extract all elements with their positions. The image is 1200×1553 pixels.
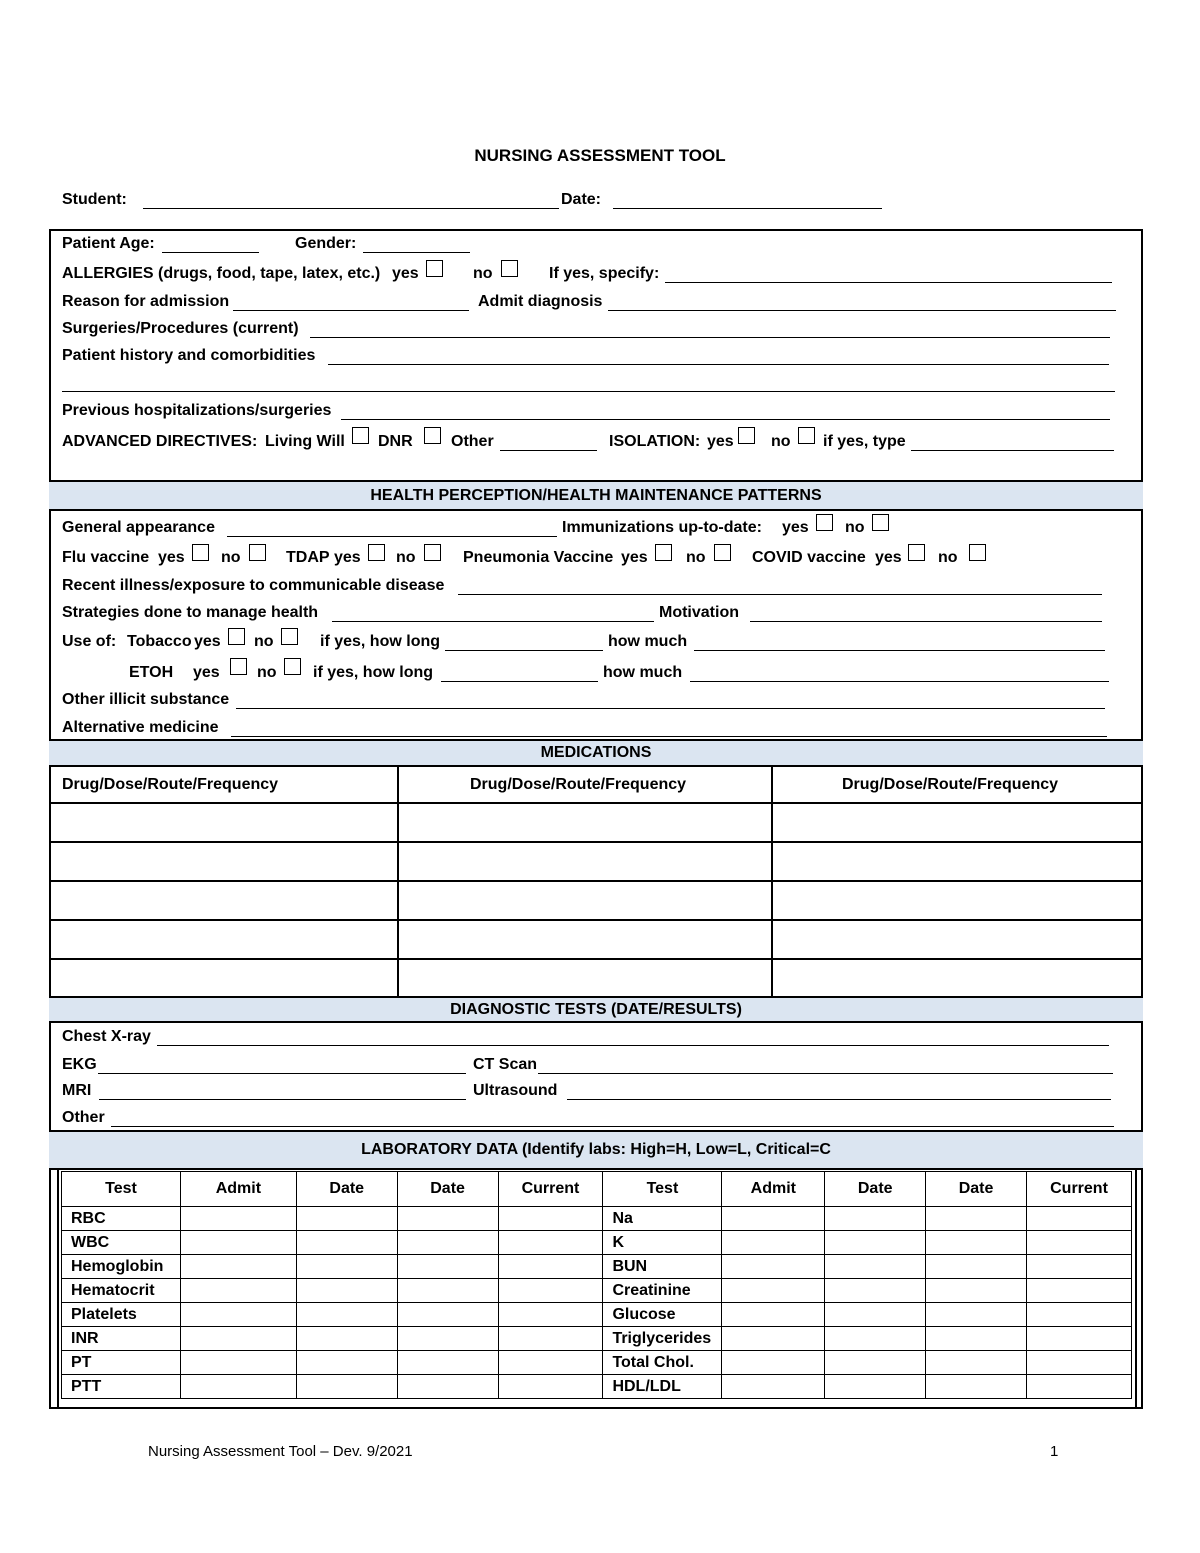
lab-value-cell[interactable] <box>498 1327 603 1351</box>
table-row <box>62 1255 1132 1279</box>
isolation-label: ISOLATION: <box>609 433 701 450</box>
flu-no-label: no <box>221 549 241 566</box>
ultrasound-field[interactable] <box>567 1099 1111 1100</box>
lab-value-cell[interactable] <box>926 1351 1027 1375</box>
reason-admission-label: Reason for admission <box>62 293 230 310</box>
lab-col-header: Test <box>62 1172 181 1207</box>
lab-value-cell[interactable] <box>825 1351 926 1375</box>
ct-scan-label: CT Scan <box>473 1056 538 1073</box>
lab-value-cell[interactable] <box>397 1375 498 1399</box>
lab-value-cell[interactable] <box>296 1231 397 1255</box>
mri-field[interactable] <box>99 1099 466 1100</box>
allergies-yes-checkbox[interactable] <box>426 260 443 277</box>
lab-value-cell[interactable] <box>180 1255 296 1279</box>
lab-table <box>61 1171 1132 1399</box>
etoh-yes-checkbox[interactable] <box>230 658 247 675</box>
lab-col-header: Date <box>926 1172 1027 1207</box>
lab-value-cell[interactable] <box>498 1303 603 1327</box>
lab-value-cell[interactable] <box>722 1327 825 1351</box>
allergies-no-label: no <box>473 265 493 282</box>
lab-test-name: Creatinine <box>603 1279 722 1303</box>
etoh-no-label: no <box>257 664 277 681</box>
lab-value-cell[interactable] <box>825 1375 926 1399</box>
lab-col-header: Test <box>603 1172 722 1207</box>
tdap-no-checkbox[interactable] <box>424 544 441 561</box>
allergies-yes-label: yes <box>392 265 419 282</box>
lab-value-cell[interactable] <box>397 1351 498 1375</box>
lab-value-cell[interactable] <box>722 1375 825 1399</box>
history-field[interactable] <box>328 364 1109 365</box>
patient-age-field[interactable] <box>162 252 259 253</box>
advanced-directives-label: ADVANCED DIRECTIVES: <box>62 433 258 450</box>
immunizations-yes-label: yes <box>782 519 809 536</box>
table-row <box>62 1279 1132 1303</box>
motivation-field[interactable] <box>750 621 1102 622</box>
surgeries-label: Surgeries/Procedures (current) <box>62 320 299 337</box>
lab-value-cell[interactable] <box>498 1375 603 1399</box>
med-row-line <box>49 802 1143 804</box>
footer-text: Nursing Assessment Tool – Dev. 9/2021 <box>148 1443 413 1460</box>
lab-value-cell[interactable] <box>1027 1327 1132 1351</box>
pneumonia-yes-label: yes <box>621 549 648 566</box>
flu-yes-label: yes <box>158 549 185 566</box>
alt-medicine-field[interactable] <box>231 736 1107 737</box>
recent-illness-field[interactable] <box>458 594 1102 595</box>
lab-value-cell[interactable] <box>397 1231 498 1255</box>
lab-value-cell[interactable] <box>722 1255 825 1279</box>
gender-field[interactable] <box>363 252 470 253</box>
isolation-type-label: if yes, type <box>823 433 906 450</box>
living-will-checkbox[interactable] <box>352 427 369 444</box>
lab-value-cell[interactable] <box>825 1207 926 1231</box>
lab-value-cell[interactable] <box>825 1279 926 1303</box>
immunizations-label: Immunizations up-to-date: <box>562 519 762 536</box>
covid-no-checkbox[interactable] <box>969 544 986 561</box>
other-directive-field[interactable] <box>500 450 597 451</box>
allergies-label: ALLERGIES (drugs, food, tape, latex, etc.) <box>62 265 381 282</box>
med-col-1-header: Drug/Dose/Route/Frequency <box>62 776 279 793</box>
lab-value-cell[interactable] <box>397 1255 498 1279</box>
lab-test-name: BUN <box>603 1255 722 1279</box>
strategies-field[interactable] <box>332 621 654 622</box>
use-of-label: Use of: <box>62 633 117 650</box>
tobacco-how-long-label: if yes, how long <box>320 633 441 650</box>
lab-header: LABORATORY DATA (Identify labs: High=H, Low=L, Critical=C <box>49 1130 1143 1170</box>
etoh-how-much-field[interactable] <box>690 681 1109 682</box>
lab-value-cell[interactable] <box>180 1375 296 1399</box>
table-row <box>62 1207 1132 1231</box>
general-appearance-field[interactable] <box>227 536 557 537</box>
lab-col-header: Current <box>498 1172 603 1207</box>
flu-no-checkbox[interactable] <box>249 544 266 561</box>
date-field[interactable] <box>613 208 882 209</box>
pneumonia-yes-checkbox[interactable] <box>655 544 672 561</box>
lab-value-cell[interactable] <box>1027 1375 1132 1399</box>
surgeries-field[interactable] <box>310 337 1110 338</box>
living-will-label: Living Will <box>265 433 345 450</box>
isolation-no-checkbox[interactable] <box>798 427 815 444</box>
health-perception-header: HEALTH PERCEPTION/HEALTH MAINTENANCE PATTERNS <box>49 480 1143 511</box>
ekg-field[interactable] <box>98 1073 466 1074</box>
immunizations-no-checkbox[interactable] <box>872 514 889 531</box>
lab-value-cell[interactable] <box>926 1375 1027 1399</box>
lab-test-name: WBC <box>62 1231 181 1255</box>
lab-col-header: Date <box>825 1172 926 1207</box>
lab-test-name: PT <box>62 1351 181 1375</box>
lab-test-name: K <box>603 1231 722 1255</box>
ekg-label: EKG <box>62 1056 97 1073</box>
lab-value-cell[interactable] <box>498 1231 603 1255</box>
med-col-2-header: Drug/Dose/Route/Frequency <box>470 776 687 793</box>
strategies-label: Strategies done to manage health <box>62 604 319 621</box>
lab-value-cell[interactable] <box>825 1231 926 1255</box>
history-label: Patient history and comorbidities <box>62 347 316 364</box>
lab-value-cell[interactable] <box>296 1351 397 1375</box>
lab-value-cell[interactable] <box>180 1327 296 1351</box>
etoh-how-much-label: how much <box>603 664 683 681</box>
page-number: 1 <box>1050 1443 1059 1460</box>
lab-value-cell[interactable] <box>722 1279 825 1303</box>
isolation-type-field[interactable] <box>911 450 1114 451</box>
lab-value-cell[interactable] <box>397 1327 498 1351</box>
history-field-line-2[interactable] <box>62 391 1115 392</box>
lab-value-cell[interactable] <box>498 1207 603 1231</box>
lab-col-header: Current <box>1027 1172 1132 1207</box>
allergies-no-checkbox[interactable] <box>501 260 518 277</box>
other-illicit-label: Other illicit substance <box>62 691 230 708</box>
ultrasound-label: Ultrasound <box>473 1082 558 1099</box>
lab-test-name: Triglycerides <box>603 1327 722 1351</box>
pneumonia-no-checkbox[interactable] <box>714 544 731 561</box>
ct-scan-field[interactable] <box>538 1073 1113 1074</box>
other-directive-label: Other <box>451 433 494 450</box>
lab-inner-border-left <box>57 1168 59 1408</box>
flu-yes-checkbox[interactable] <box>192 544 209 561</box>
lab-value-cell[interactable] <box>722 1231 825 1255</box>
mri-label: MRI <box>62 1082 92 1099</box>
lab-test-name: Total Chol. <box>603 1351 722 1375</box>
medications-header: MEDICATIONS <box>49 739 1143 767</box>
other-illicit-field[interactable] <box>236 708 1105 709</box>
lab-test-name: HDL/LDL <box>603 1375 722 1399</box>
tobacco-yes-checkbox[interactable] <box>228 628 245 645</box>
lab-test-name: PTT <box>62 1375 181 1399</box>
allergies-specify-field[interactable] <box>665 282 1112 283</box>
tobacco-how-much-label: how much <box>608 633 688 650</box>
isolation-no-label: no <box>771 433 791 450</box>
etoh-how-long-label: if yes, how long <box>313 664 434 681</box>
med-col-3-header: Drug/Dose/Route/Frequency <box>842 776 1059 793</box>
lab-value-cell[interactable] <box>397 1207 498 1231</box>
lab-value-cell[interactable] <box>926 1327 1027 1351</box>
tobacco-yes-label: yes <box>194 633 221 650</box>
med-row-line <box>49 880 1143 882</box>
lab-value-cell[interactable] <box>825 1303 926 1327</box>
lab-header-row <box>62 1172 1132 1207</box>
etoh-no-checkbox[interactable] <box>284 658 301 675</box>
chest-xray-label: Chest X-ray <box>62 1028 151 1045</box>
table-row <box>62 1327 1132 1351</box>
lab-value-cell[interactable] <box>296 1375 397 1399</box>
lab-col-header: Date <box>397 1172 498 1207</box>
tdap-label: TDAP <box>286 549 330 566</box>
lab-value-cell[interactable] <box>180 1207 296 1231</box>
patient-age-label: Patient Age: <box>62 235 155 252</box>
motivation-label: Motivation <box>659 604 739 621</box>
lab-test-name: Hematocrit <box>62 1279 181 1303</box>
covid-label: COVID vaccine <box>752 549 866 566</box>
tobacco-no-checkbox[interactable] <box>281 628 298 645</box>
student-label: Student: <box>62 191 127 208</box>
date-label: Date: <box>561 191 602 208</box>
student-field[interactable] <box>143 208 559 209</box>
etoh-yes-label: yes <box>193 664 220 681</box>
lab-value-cell[interactable] <box>1027 1279 1132 1303</box>
lab-value-cell[interactable] <box>397 1279 498 1303</box>
lab-col-header: Admit <box>180 1172 296 1207</box>
prev-hosp-label: Previous hospitalizations/surgeries <box>62 402 332 419</box>
immunizations-yes-checkbox[interactable] <box>816 514 833 531</box>
form-title: NURSING ASSESSMENT TOOL <box>474 146 726 165</box>
table-row <box>62 1231 1132 1255</box>
lab-value-cell[interactable] <box>498 1255 603 1279</box>
immunizations-no-label: no <box>845 519 865 536</box>
table-row <box>62 1351 1132 1375</box>
dnr-label: DNR <box>378 433 413 450</box>
lab-test-name: RBC <box>62 1207 181 1231</box>
med-row-line <box>49 919 1143 921</box>
lab-value-cell[interactable] <box>296 1207 397 1231</box>
lab-value-cell[interactable] <box>825 1255 926 1279</box>
flu-vaccine-label: Flu vaccine <box>62 549 150 566</box>
lab-value-cell[interactable] <box>722 1351 825 1375</box>
isolation-yes-checkbox[interactable] <box>738 427 755 444</box>
lab-value-cell[interactable] <box>1027 1255 1132 1279</box>
lab-value-cell[interactable] <box>926 1279 1027 1303</box>
etoh-how-long-field[interactable] <box>441 681 598 682</box>
admit-diagnosis-label: Admit diagnosis <box>478 293 603 310</box>
med-row-line <box>49 958 1143 960</box>
lab-value-cell[interactable] <box>722 1303 825 1327</box>
lab-value-cell[interactable] <box>498 1279 603 1303</box>
lab-test-name: INR <box>62 1327 181 1351</box>
lab-test-name: Platelets <box>62 1303 181 1327</box>
tobacco-how-much-field[interactable] <box>694 650 1105 651</box>
dnr-checkbox[interactable] <box>424 427 441 444</box>
lab-value-cell[interactable] <box>296 1255 397 1279</box>
lab-value-cell[interactable] <box>180 1351 296 1375</box>
etoh-label: ETOH <box>129 664 174 681</box>
lab-value-cell[interactable] <box>722 1207 825 1231</box>
diagnostics-header: DIAGNOSTIC TESTS (DATE/RESULTS) <box>49 996 1143 1023</box>
alt-medicine-label: Alternative medicine <box>62 719 219 736</box>
med-row-line <box>49 841 1143 843</box>
lab-value-cell[interactable] <box>180 1279 296 1303</box>
other-diagnostic-field[interactable] <box>111 1126 1114 1127</box>
lab-value-cell[interactable] <box>180 1231 296 1255</box>
lab-value-cell[interactable] <box>926 1231 1027 1255</box>
lab-inner-border-right <box>1135 1168 1137 1408</box>
lab-col-header: Admit <box>722 1172 825 1207</box>
recent-illness-label: Recent illness/exposure to communicable disease <box>62 577 445 594</box>
other-diagnostic-label: Other <box>62 1109 105 1126</box>
lab-test-name: Glucose <box>603 1303 722 1327</box>
lab-value-cell[interactable] <box>926 1303 1027 1327</box>
admit-diagnosis-field[interactable] <box>608 310 1116 311</box>
lab-value-cell[interactable] <box>180 1303 296 1327</box>
lab-value-cell[interactable] <box>397 1303 498 1327</box>
chest-xray-field[interactable] <box>157 1045 1109 1046</box>
table-row <box>62 1375 1132 1399</box>
tobacco-no-label: no <box>254 633 274 650</box>
lab-value-cell[interactable] <box>1027 1303 1132 1327</box>
lab-value-cell[interactable] <box>825 1327 926 1351</box>
prev-hosp-field[interactable] <box>341 419 1110 420</box>
lab-value-cell[interactable] <box>1027 1231 1132 1255</box>
tobacco-label: Tobacco <box>127 633 192 650</box>
general-appearance-label: General appearance <box>62 519 215 536</box>
lab-value-cell[interactable] <box>296 1327 397 1351</box>
pneumonia-label: Pneumonia Vaccine <box>463 549 614 566</box>
tdap-yes-checkbox[interactable] <box>368 544 385 561</box>
lab-value-cell[interactable] <box>926 1255 1027 1279</box>
lab-col-header: Date <box>296 1172 397 1207</box>
lab-value-cell[interactable] <box>296 1279 397 1303</box>
lab-test-name: Na <box>603 1207 722 1231</box>
lab-test-name: Hemoglobin <box>62 1255 181 1279</box>
covid-no-label: no <box>938 549 958 566</box>
tobacco-how-long-field[interactable] <box>445 650 603 651</box>
lab-value-cell[interactable] <box>1027 1351 1132 1375</box>
tdap-yes-label: yes <box>334 549 361 566</box>
allergies-specify-label: If yes, specify: <box>549 265 660 282</box>
tdap-no-label: no <box>396 549 416 566</box>
lab-value-cell[interactable] <box>1027 1207 1132 1231</box>
lab-value-cell[interactable] <box>296 1303 397 1327</box>
covid-yes-checkbox[interactable] <box>908 544 925 561</box>
lab-value-cell[interactable] <box>926 1207 1027 1231</box>
isolation-yes-label: yes <box>707 433 734 450</box>
lab-value-cell[interactable] <box>498 1351 603 1375</box>
gender-label: Gender: <box>295 235 357 252</box>
covid-yes-label: yes <box>875 549 902 566</box>
pneumonia-no-label: no <box>686 549 706 566</box>
reason-admission-field[interactable] <box>233 310 469 311</box>
table-row <box>62 1303 1132 1327</box>
